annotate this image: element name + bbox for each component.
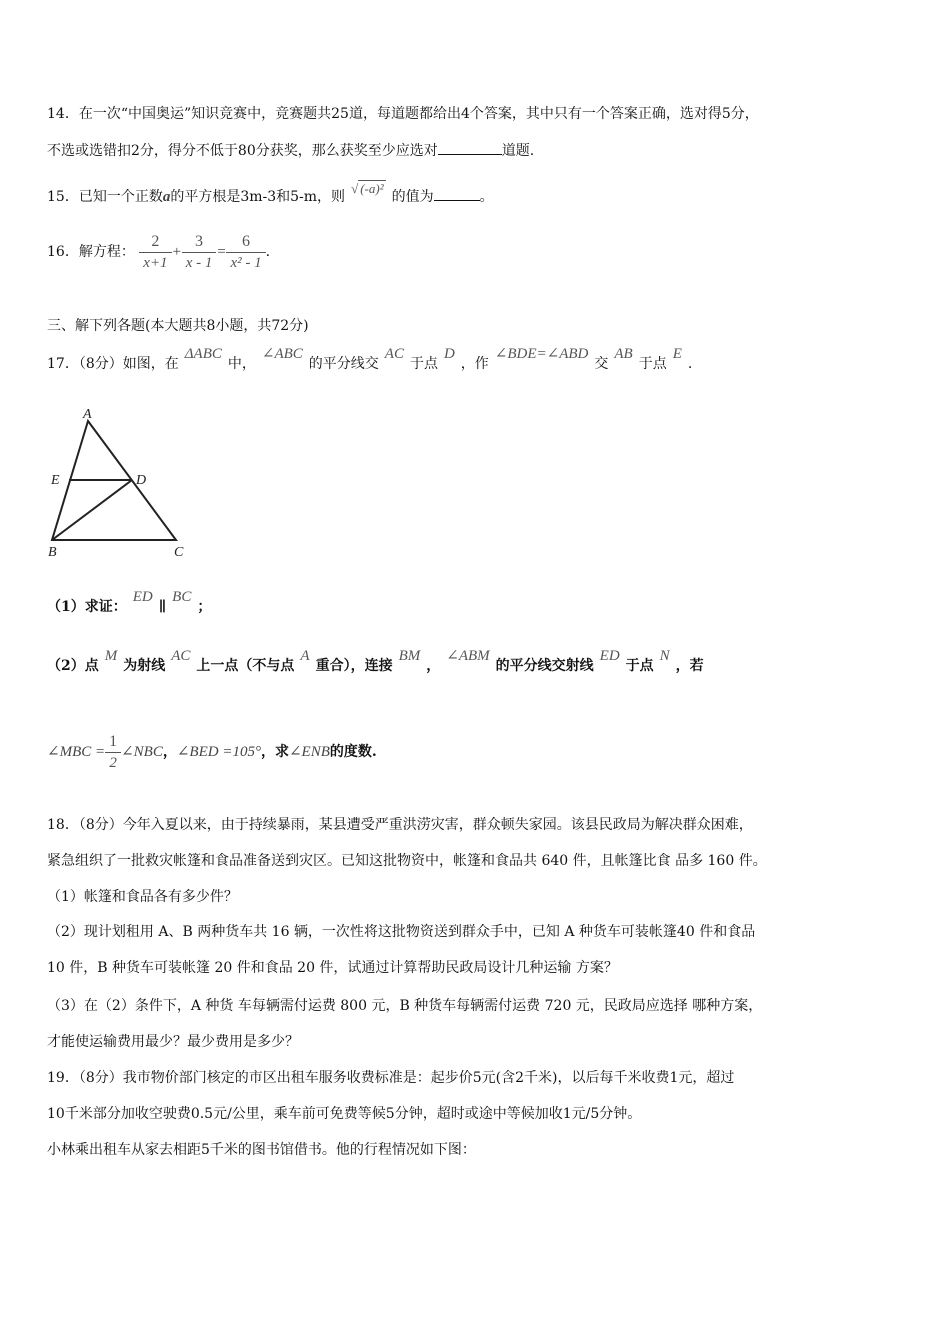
q18-line3: （1）帐篷和食品各有多少件？ — [47, 889, 238, 905]
q17-part2-condition: ∠MBC = $\frac{1}{2}$ ∠NBC，∠BED =105°，求∠ENB的度数. — [47, 732, 377, 771]
q15-answer-blank[interactable] — [434, 186, 480, 201]
q18-line5: 10 件，B 种货车可装帐篷 20 件和食品 20 件，试通过计算帮助民政局设计几种运输 方案？ — [47, 960, 618, 976]
q14-line2 — [47, 140, 534, 161]
q18-line4: （2）现计划租用 A、B 两种货车共 16 辆，一次性将这批物资送到群众手中，已知 A 种货车可装帐篷40 件和食品 — [47, 924, 756, 940]
q18-line2: 紧急组织了一批救灾帐篷和食品准备送到灾区。已知这批物资中，帐篷和食品共 640 件，且帐篷比食 品多 160 件。 — [47, 853, 767, 869]
q16-fraction-1: $\frac{2}{x+1}$ — [139, 232, 171, 273]
q19-line3: 小林乘出租车从家去相距5千米的图书馆借书。他的行程情况如下图： — [47, 1142, 476, 1158]
q16-period: . — [265, 244, 271, 260]
q16-line — [47, 230, 270, 274]
q17-part1: （1）求证：ED∥BC； — [47, 589, 212, 615]
q18-line7: 才能使运输费用最少？最少费用是多少？ — [47, 1034, 299, 1050]
q17-triangle-figure — [40, 400, 200, 565]
q16-plus: + — [171, 244, 182, 260]
q14-text-3: 道题. — [501, 143, 535, 159]
q15-sqrt-expression: √ (-a)² — [351, 181, 384, 196]
label-a: A — [83, 407, 92, 422]
q14-line1 — [47, 104, 759, 124]
q15-sqrt-radicand: (-a)² — [360, 181, 384, 196]
q15-text-a: 15．已知一个正数 — [47, 189, 163, 205]
q17-part2: （2）点M为射线AC上一点（不与点A重合），连接BM，∠ABM的平分线交射线ED于点N，若 — [47, 648, 704, 674]
q16-label: 16．解方程： — [47, 244, 135, 260]
q15-text-b: 的平方根是3m-3和5-m，则 — [170, 189, 346, 205]
q18-line1: 18．（8分）今年入夏以来，由于持续暴雨，某县遭受严重洪涝灾害，群众顿失家园。该县民政局为解决群众困难， — [47, 817, 753, 833]
label-e: E — [51, 473, 60, 488]
q15-var-a: a — [162, 189, 171, 205]
q18-line6: （3）在（2）条件下，A 种货 车每辆需付运费 800 元，B 种货车每辆需付运费 720 元，民政局应选择 哪种方案， — [47, 998, 763, 1014]
q16-fraction-3: $\frac{6}{\text{x² - 1}}$ — [226, 232, 265, 273]
q15-line — [47, 181, 494, 207]
q16-equals: = — [216, 244, 227, 260]
q19-line2: 10千米部分加收空驶费0.5元/公里，乘车前可免费等候5分钟，超时或途中等候加收1元/5分钟。 — [47, 1106, 642, 1122]
q14-answer-blank[interactable] — [438, 140, 502, 155]
q17-stem: 17．（8分）如图，在ΔABC中，∠ABC的平分线交AC于点D，作∠BDE=∠ABD交AB于点E. — [47, 346, 693, 372]
q15-text-c: 的值为 — [391, 189, 434, 205]
label-d: D — [136, 473, 147, 488]
q16-fraction-2: $\frac{3}{x - 1}$ — [182, 232, 217, 273]
q15-text-d: 。 — [479, 189, 494, 205]
segment-bd — [52, 480, 132, 540]
label-c: C — [174, 545, 184, 560]
label-b: B — [48, 545, 57, 560]
q14-text-1: 14．在一次“中国奥运”知识竞赛中，竞赛题共25道，每道题都给出4个答案，其中只有一个答案正确，选对得5分， — [47, 106, 759, 122]
q14-text-2: 不选或选错扣2分，得分不低于80分获奖，那么获奖至少应选对 — [47, 143, 438, 159]
section3-title: 三、解下列各题(本大题共8小题，共72分) — [47, 318, 309, 334]
half-fraction: $\frac{1}{2}$ — [105, 732, 121, 773]
q19-line1: 19．（8分）我市物价部门核定的市区出租车服务收费标准是：起步价5元(含2千米)，以后每千米收费1元，超过 — [47, 1070, 735, 1086]
